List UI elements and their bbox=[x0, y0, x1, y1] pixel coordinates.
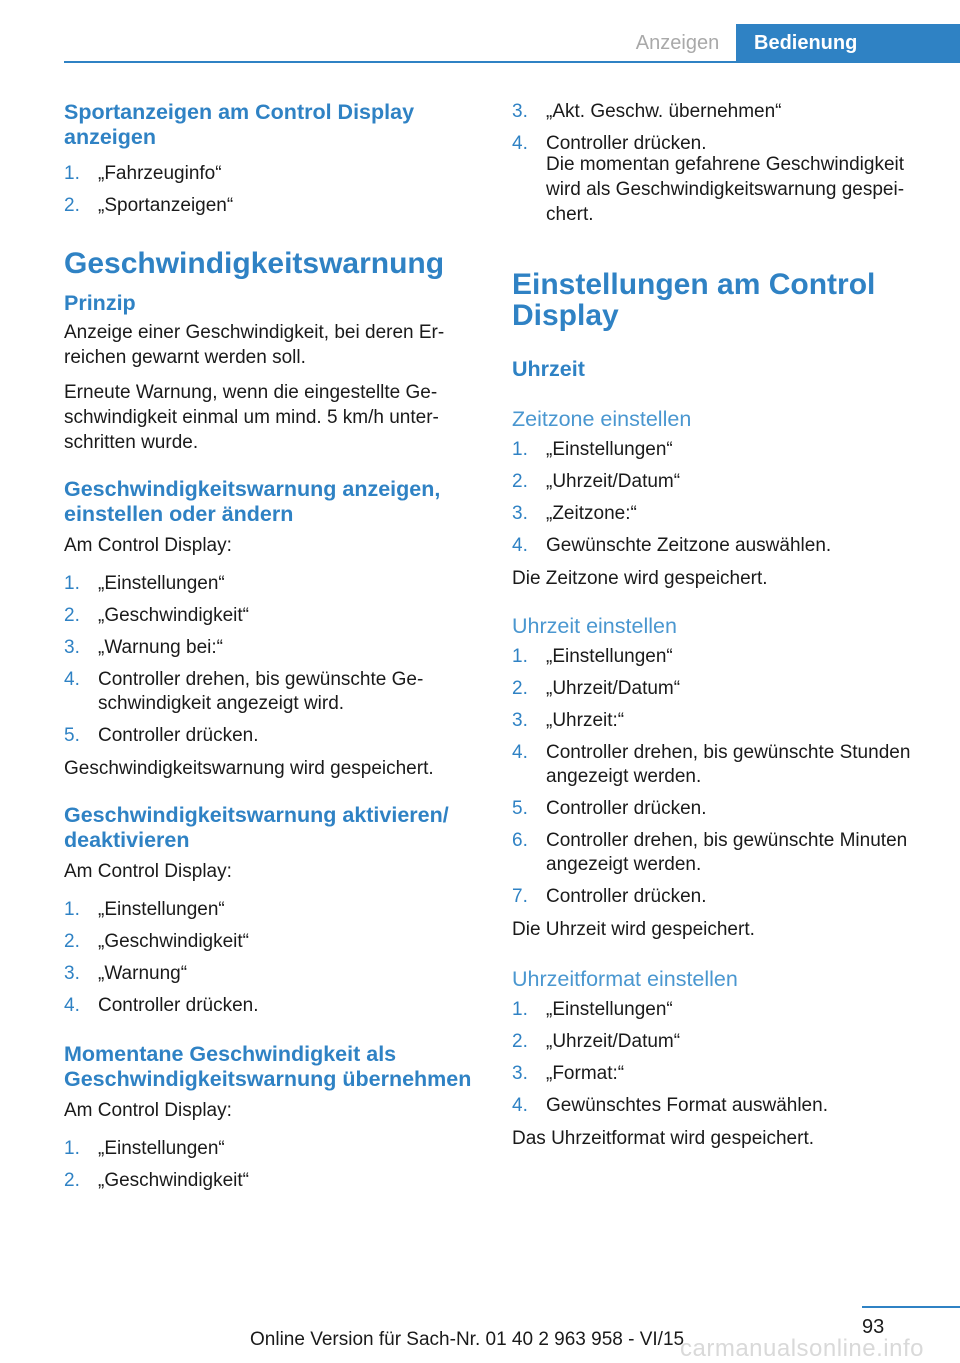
list-item-text: „Einstellungen“ bbox=[98, 899, 225, 920]
list-item-number: 3. bbox=[512, 101, 528, 122]
list-item-text: „Fahrzeuginfo“ bbox=[98, 163, 222, 184]
list-item-number: 2. bbox=[64, 195, 80, 216]
list-item-number: 5. bbox=[512, 798, 528, 819]
section-title-anzeigen-einstellen: Geschwindigkeitswarnung anzeigen, einstellen oder ändern bbox=[64, 477, 441, 526]
list-item-text: Controller drücken. bbox=[546, 133, 707, 154]
section-title-uhrzeit: Uhrzeit bbox=[512, 357, 585, 381]
list-item-number: 5. bbox=[64, 725, 80, 746]
list-item bbox=[64, 1137, 474, 1161]
list-item-number: 4. bbox=[64, 669, 80, 690]
list-item-text: „Sportanzeigen“ bbox=[98, 195, 234, 216]
list-item-number: 3. bbox=[512, 710, 528, 731]
list-item-text: „Geschwindigkeit“ bbox=[98, 605, 249, 626]
watermark: carmanualsonline.info bbox=[680, 1335, 924, 1362]
note-text: Die momentan gefahrene Geschwindigkeit wird als Geschwindigkeitswarnung gespeichert. bbox=[546, 154, 905, 225]
list-item bbox=[64, 962, 474, 986]
list-item bbox=[64, 572, 474, 596]
list-item-text: Gewünschte Zeitzone auswählen. bbox=[546, 535, 832, 556]
list-item-text: Controller drücken. bbox=[546, 886, 707, 907]
outro-text: Die Zeitzone wird gespeichert. bbox=[512, 568, 768, 589]
list-item bbox=[64, 668, 474, 716]
paragraph-prinzip-2: Erneute Warnung, wenn die eingestellte Geschwindigkeit einmal um mind. 5 km/h unterschritten wurde. bbox=[64, 382, 439, 453]
page-number: 93 bbox=[862, 1316, 885, 1338]
list-item-number: 1. bbox=[64, 163, 80, 184]
list-item-number: 7. bbox=[512, 886, 528, 907]
page-number-rule bbox=[862, 1306, 960, 1308]
list-item bbox=[64, 724, 474, 748]
list-item-number: 3. bbox=[512, 503, 528, 524]
list-item bbox=[64, 194, 474, 218]
list-item bbox=[64, 162, 474, 186]
list-item bbox=[512, 438, 932, 462]
list-item-number: 4. bbox=[64, 995, 80, 1016]
list-item-number: 1. bbox=[64, 1138, 80, 1159]
section-title-uebernehmen: Momentane Geschwindigkeit als Geschwindigkeitswarnung übernehmen bbox=[64, 1042, 472, 1091]
header-rule bbox=[64, 61, 960, 63]
list-item bbox=[512, 470, 932, 494]
list-item-text: „Einstellungen“ bbox=[546, 439, 673, 460]
list-item-text: „Warnung bei:“ bbox=[98, 637, 223, 658]
list-item-number: 1. bbox=[64, 573, 80, 594]
list-item bbox=[64, 930, 474, 954]
list-item bbox=[64, 1169, 474, 1193]
list-item-text: „Geschwindigkeit“ bbox=[98, 931, 249, 952]
subsection-title-zeitzone: Zeitzone einstellen bbox=[512, 407, 692, 431]
list-item-text: „Format:“ bbox=[546, 1063, 625, 1084]
intro-text: Am Control Display: bbox=[64, 861, 232, 882]
list-uebernehmen-continued bbox=[512, 100, 932, 156]
list-item-text: „Einstellungen“ bbox=[98, 1138, 225, 1159]
list-item-text: Controller drehen, bis gewünschte Geschwindigkeit angezeigt wird. bbox=[98, 669, 424, 714]
section-title-prinzip: Prinzip bbox=[64, 291, 136, 315]
chapter-title-einstellungen: Einstellungen am Control Display bbox=[512, 268, 876, 332]
list-item-text: „Uhrzeit:“ bbox=[546, 710, 625, 731]
list-item-number: 2. bbox=[64, 1170, 80, 1191]
list-item-number: 4. bbox=[512, 535, 528, 556]
list-item-number: 2. bbox=[512, 471, 528, 492]
list-zeitzone bbox=[512, 438, 932, 558]
outro-text: Das Uhrzeitformat wird gespeichert. bbox=[512, 1128, 814, 1149]
list-format bbox=[512, 998, 932, 1118]
list-item bbox=[512, 100, 932, 124]
list-item bbox=[512, 645, 932, 669]
tab-anzeigen[interactable]: Anzeigen bbox=[635, 32, 720, 54]
right-column bbox=[512, 100, 932, 1151]
list-item bbox=[512, 534, 932, 558]
list-item-number: 3. bbox=[512, 1063, 528, 1084]
list-item bbox=[64, 994, 474, 1018]
list-aktivieren bbox=[64, 898, 474, 1018]
list-item-text: Controller drücken. bbox=[546, 798, 707, 819]
chapter-title-geschwindigkeitswarnung: Geschwindigkeitswarnung bbox=[64, 247, 445, 280]
list-item-text: „Uhrzeit/Datum“ bbox=[546, 471, 681, 492]
list-item-text: „Geschwindigkeit“ bbox=[98, 1170, 249, 1191]
list-item bbox=[512, 797, 932, 821]
list-item bbox=[64, 604, 474, 628]
list-item-number: 6. bbox=[512, 830, 528, 851]
list-item-text: Controller drehen, bis gewünschte Minuten angezeigt werden. bbox=[546, 830, 908, 875]
subsection-title-format: Uhrzeitformat einstellen bbox=[512, 967, 738, 991]
list-item-number: 1. bbox=[512, 439, 528, 460]
list-item-number: 2. bbox=[64, 605, 80, 626]
list-item bbox=[512, 741, 932, 789]
list-item bbox=[64, 898, 474, 922]
list-item-text: „Warnung“ bbox=[98, 963, 188, 984]
list-item-number: 3. bbox=[64, 637, 80, 658]
list-item-text: Gewünschtes Format auswählen. bbox=[546, 1095, 828, 1116]
subsection-title-uhrzeit-einstellen: Uhrzeit einstellen bbox=[512, 614, 677, 638]
list-item-text: „Uhrzeit/Datum“ bbox=[546, 678, 681, 699]
list-item-number: 1. bbox=[512, 999, 528, 1020]
list-sportanzeigen bbox=[64, 162, 474, 218]
footer-version: Online Version für Sach-Nr. 01 40 2 963 958 - VI/15 bbox=[250, 1329, 685, 1350]
list-item-number: 3. bbox=[64, 963, 80, 984]
list-item bbox=[512, 709, 932, 733]
list-item bbox=[512, 829, 932, 877]
section-title-sportanzeigen: Sportanzeigen am Control Display anzeigen bbox=[64, 100, 415, 149]
list-item-text: „Akt. Geschw. übernehmen“ bbox=[546, 101, 782, 122]
list-item-number: 4. bbox=[512, 1095, 528, 1116]
list-item bbox=[512, 677, 932, 701]
list-item-text: Controller drücken. bbox=[98, 725, 259, 746]
list-item-text: „Einstellungen“ bbox=[546, 646, 673, 667]
outro-text: Geschwindigkeitswarnung wird gespeichert. bbox=[64, 758, 434, 779]
list-item bbox=[512, 1030, 932, 1054]
list-item bbox=[512, 998, 932, 1022]
list-item-number: 4. bbox=[512, 133, 528, 154]
left-column bbox=[64, 100, 474, 1193]
list-item-number: 2. bbox=[64, 931, 80, 952]
list-item-number: 1. bbox=[512, 646, 528, 667]
list-anzeigen-einstellen bbox=[64, 572, 474, 748]
list-item-text: „Zeitzone:“ bbox=[546, 503, 637, 524]
page-header bbox=[0, 0, 960, 62]
list-item bbox=[512, 502, 932, 526]
list-item-text: „Einstellungen“ bbox=[546, 999, 673, 1020]
list-item bbox=[512, 132, 932, 156]
list-item-text: Controller drehen, bis gewünschte Stunden angezeigt werden. bbox=[546, 742, 911, 787]
list-uebernehmen bbox=[64, 1137, 474, 1193]
section-title-aktivieren: Geschwindigkeitswarnung aktivieren/ deaktivieren bbox=[64, 803, 449, 852]
list-item-number: 4. bbox=[512, 742, 528, 763]
list-item-number: 2. bbox=[512, 1031, 528, 1052]
paragraph-prinzip-1: Anzeige einer Geschwindigkeit, bei deren Erreichen gewarnt werden soll. bbox=[64, 322, 445, 368]
list-item bbox=[512, 885, 932, 909]
intro-text: Am Control Display: bbox=[64, 535, 232, 556]
list-item-number: 1. bbox=[64, 899, 80, 920]
list-item-text: „Uhrzeit/Datum“ bbox=[546, 1031, 681, 1052]
list-item-number: 2. bbox=[512, 678, 528, 699]
tab-bedienung[interactable]: Bedienung bbox=[736, 24, 960, 62]
outro-text: Die Uhrzeit wird gespeichert. bbox=[512, 919, 755, 940]
list-item-text: Controller drücken. bbox=[98, 995, 259, 1016]
list-uhrzeit bbox=[512, 645, 932, 909]
list-item-text: „Einstellungen“ bbox=[98, 573, 225, 594]
list-item bbox=[512, 1094, 932, 1118]
intro-text: Am Control Display: bbox=[64, 1100, 232, 1121]
list-item bbox=[512, 1062, 932, 1086]
list-item bbox=[64, 636, 474, 660]
